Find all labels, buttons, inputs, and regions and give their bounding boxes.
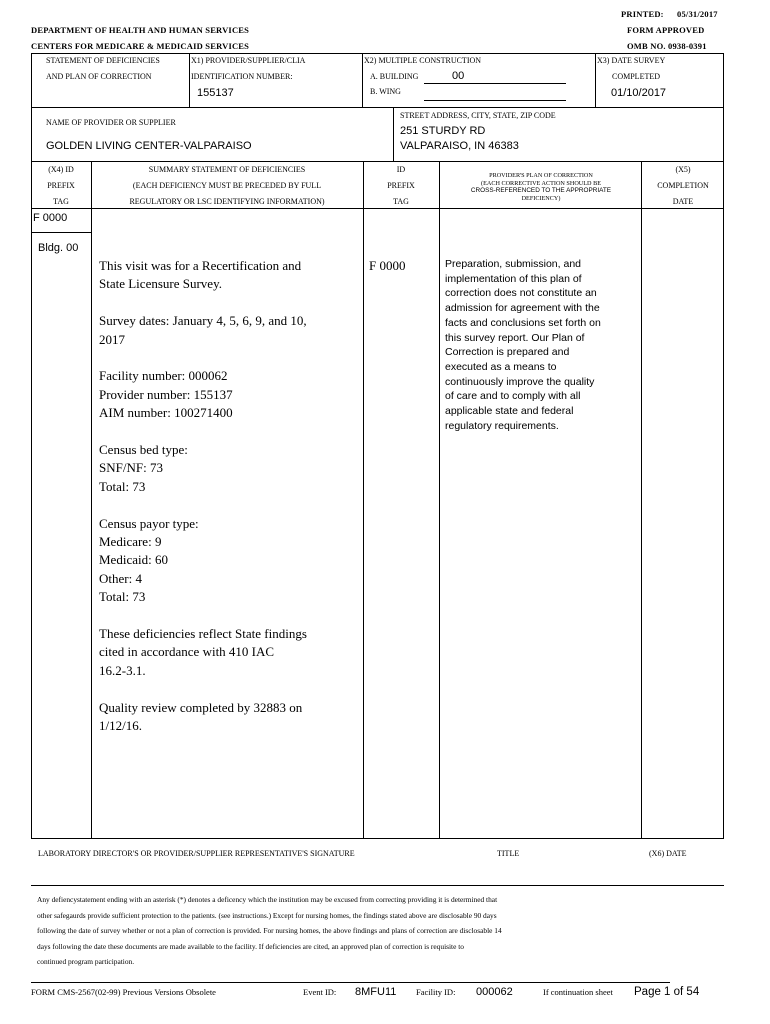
tag-row-divider <box>31 232 92 233</box>
disclosure-footnote <box>37 892 717 970</box>
id-tag-label: TAG <box>393 197 409 206</box>
summary-paragraph: Facility number: 000062 Provider number: 155137 AIM number: 100271400 <box>99 368 233 421</box>
right-tag: F 0000 <box>369 258 406 273</box>
printed-label: PRINTED: <box>621 9 664 19</box>
summary-paragraph: Census payor type: Medicare: 9 Medicaid: 60 Other: 4 Total: 73 <box>99 515 199 605</box>
city-state-zip: VALPARAISO, IN 46383 <box>400 140 519 152</box>
x6-date-label: (X6) DATE <box>649 849 687 858</box>
signature-divider <box>31 885 724 886</box>
left-tag: F 0000 <box>33 212 68 224</box>
x4-tag-label: TAG <box>53 197 69 206</box>
footnote-line: other safegaurds provide sufficient protection to the patients. (see instructions.) Except for nursing homes, the findings stated above are disclosable 90 days <box>37 910 497 920</box>
footer-divider <box>31 982 670 983</box>
summary-paragraph: Census bed type: SNF/NF: 73 Total: 73 <box>99 442 188 494</box>
street-address: 251 STURDY RD <box>400 125 486 137</box>
x5-completion-label: COMPLETION <box>657 181 709 190</box>
summary-paragraph: Survey dates: January 4, 5, 6, 9, and 10, 2017 <box>99 313 307 347</box>
building-value: 00 <box>452 70 465 82</box>
address-label: STREET ADDRESS, CITY, STATE, ZIP CODE <box>400 111 556 120</box>
building-underline <box>424 83 566 84</box>
id-label: ID <box>396 165 406 174</box>
wing-underline <box>424 100 566 101</box>
id-prefix-label: PREFIX <box>387 181 415 190</box>
poc-header-1: PROVIDER'S PLAN OF CORRECTION <box>489 172 593 179</box>
x2-label: X2) MULTIPLE CONSTRUCTION <box>364 56 482 65</box>
x1-label: X1) PROVIDER/SUPPLIER/CLIA <box>191 56 306 65</box>
plan-label: AND PLAN OF CORRECTION <box>46 72 152 81</box>
summary-paragraph: These deficiencies reflect State findings cited in accordance with 410 IAC 16.2-3.1. <box>99 626 307 678</box>
plan-of-correction: Preparation, submission, and implementation of this plan of correction does not constitute an admission for agreement with the facts and conclusions set forth on this survey report. Our Plan of Correction is prepared and executed as a means to continuously improve the quality of care and to comply with all applicable state and federal regulatory requirements. <box>445 258 601 432</box>
form-approved: FORM APPROVED <box>627 25 705 35</box>
summary-header-1: SUMMARY STATEMENT OF DEFICIENCIES <box>148 165 306 174</box>
summary-statement <box>99 257 354 754</box>
omb-number: OMB NO. 0938-0391 <box>627 41 707 51</box>
x4-prefix-label: PREFIX <box>47 181 75 190</box>
footnote-line: Any defiencystatement ending with an asterisk (*) denotes a deficency which the institution may be excused from correcting providing it is determined that <box>37 895 498 904</box>
department-title: DEPARTMENT OF HEALTH AND HUMAN SERVICES <box>31 25 250 35</box>
event-id-value: 8MFU11 <box>355 986 397 998</box>
completed-label: COMPLETED <box>612 72 660 81</box>
building-tag: Bldg. 00 <box>38 242 79 254</box>
x5-date-label: DATE <box>672 197 694 206</box>
building-label: A. BUILDING <box>370 72 419 81</box>
centers-title: CENTERS FOR MEDICARE & MEDICAID SERVICES <box>31 41 250 51</box>
summary-paragraph: Quality review completed by 32883 on 1/12/16. <box>99 699 303 734</box>
summary-paragraph: This visit was for a Recertification and State Licensure Survey. <box>99 258 302 292</box>
form-number: FORM CMS-2567(02-99) Previous Versions Obsolete <box>31 987 216 997</box>
signature-label: LABORATORY DIRECTOR'S OR PROVIDER/SUPPLIER REPRESENTATIVE'S SIGNATURE <box>38 849 355 858</box>
event-id-label: Event ID: <box>303 987 337 997</box>
x3-label: X3) DATE SURVEY <box>597 56 666 65</box>
survey-completed-date: 01/10/2017 <box>611 87 667 99</box>
footnote-line: continued program participation. <box>37 957 135 967</box>
x5-label: (X5) <box>675 165 691 174</box>
provider-name-label: NAME OF PROVIDER OR SUPPLIER <box>46 118 176 127</box>
header-divider <box>31 208 724 209</box>
summary-header-2: (EACH DEFICIENCY MUST BE PRECEDED BY FULL <box>132 181 322 190</box>
summary-header-3: REGULATORY OR LSC IDENTIFYING INFORMATION) <box>129 197 325 206</box>
title-label: TITLE <box>497 849 520 858</box>
wing-label: B. WING <box>370 87 401 96</box>
continuation-label: If continuation sheet <box>543 987 613 997</box>
facility-id-label: Facility ID: <box>416 987 456 997</box>
poc-header-3: CROSS-REFERENCED TO THE APPROPRIATE <box>470 187 612 194</box>
provider-number: 155137 <box>197 87 234 99</box>
footnote-line: following the date of survey whether or not a plan of correction is provided. For nursing homes, the above findings and plans of correction are disclosable 14 <box>37 926 502 936</box>
printed-date: 05/31/2017 <box>677 9 718 19</box>
page-number: Page 1 of 54 <box>634 986 700 998</box>
poc-header-4: DEFICIENCY) <box>521 195 561 202</box>
provider-name: GOLDEN LIVING CENTER-VALPARAISO <box>46 140 252 152</box>
x4-id-label: (X4) ID <box>48 165 74 174</box>
poc-header-2: (EACH CORRECTIVE ACTION SHOULD BE <box>481 180 601 187</box>
x1-id-label: IDENTIFICATION NUMBER: <box>191 72 293 81</box>
footnote-line: days following the date these documents are made available to the facility. If deficiencies are cited, an approved plan of correction is requisite to <box>37 941 464 951</box>
statement-label: STATEMENT OF DEFICIENCIES <box>46 56 160 65</box>
facility-id-value: 000062 <box>476 986 513 998</box>
